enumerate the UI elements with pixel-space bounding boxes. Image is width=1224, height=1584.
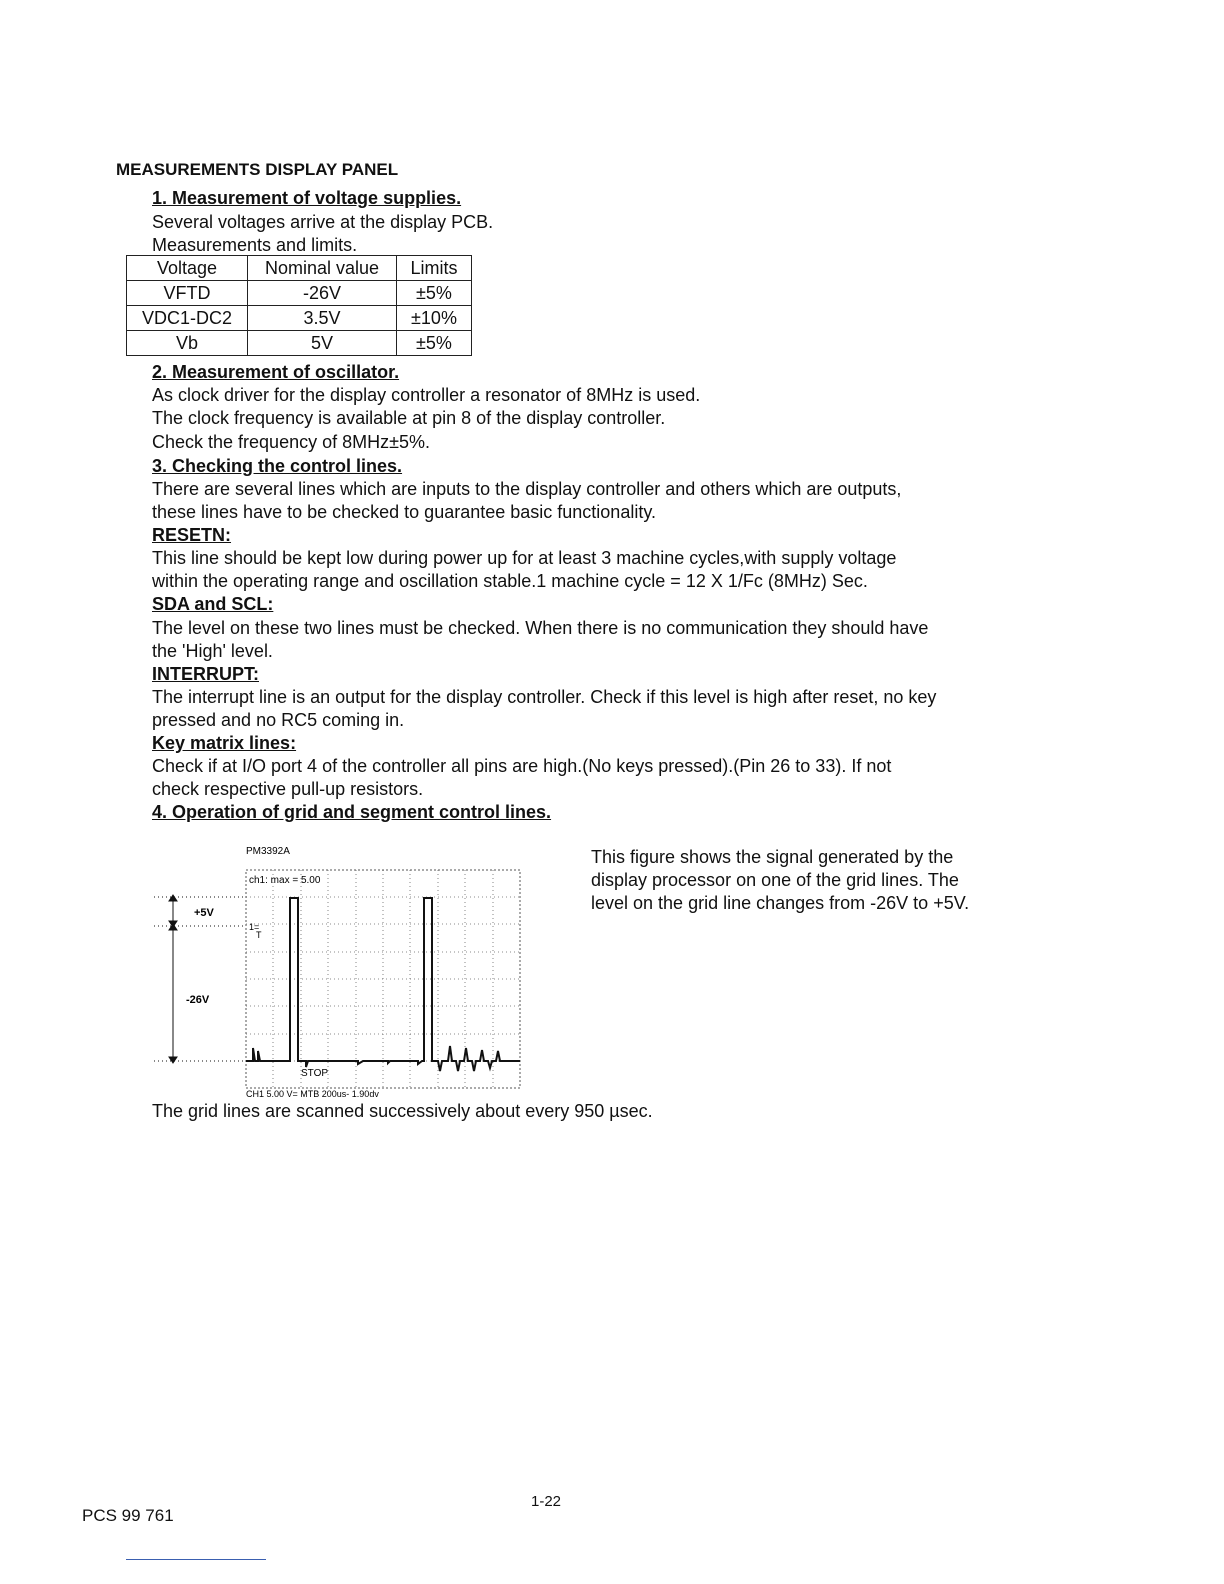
table-row bbox=[127, 331, 472, 356]
table-cell: 3.5V bbox=[248, 306, 397, 331]
scope-model-label: PM3392A bbox=[246, 846, 290, 857]
section-3-line: There are several lines which are inputs to the display controller and others which are outputs, bbox=[152, 479, 902, 499]
oscilloscope-figure bbox=[118, 838, 538, 1100]
column-header: Voltage bbox=[127, 256, 248, 281]
limits-table bbox=[126, 255, 472, 356]
table-cell: VDC1-DC2 bbox=[127, 306, 248, 331]
column-header: Nominal value bbox=[248, 256, 397, 281]
scope-top-label: ch1: max = 5.00 bbox=[249, 875, 321, 886]
table-cell: Vb bbox=[127, 331, 248, 356]
figure-caption-line: This figure shows the signal generated by the bbox=[591, 847, 954, 867]
plus-5v-label: +5V bbox=[194, 907, 214, 919]
scope-grid-lines bbox=[246, 870, 520, 1088]
table-cell: ±10% bbox=[397, 306, 472, 331]
table-cell: 5V bbox=[248, 331, 397, 356]
interrupt-line: pressed and no RC5 coming in. bbox=[152, 710, 405, 730]
scope-bottom-label: CH1 5.00 V= MTB 200us- 1.90dv bbox=[246, 1089, 379, 1099]
resetn-heading: RESETN: bbox=[152, 525, 232, 545]
figure-caption-line: display processor on one of the grid lines. The bbox=[591, 870, 959, 890]
section-4-heading: 4. Operation of grid and segment control lines. bbox=[152, 802, 552, 822]
section-2-line: As clock driver for the display controller a resonator of 8MHz is used. bbox=[152, 385, 701, 405]
key-matrix-line: check respective pull-up resistors. bbox=[152, 779, 424, 799]
column-header: Limits bbox=[397, 256, 472, 281]
footer-rule bbox=[126, 1559, 266, 1560]
voltage-markers bbox=[154, 895, 246, 1063]
figure-caption-line: level on the grid line changes from -26V to +5V. bbox=[591, 893, 970, 913]
table-row bbox=[127, 306, 472, 331]
table-cell: -26V bbox=[248, 281, 397, 306]
sda-line: the 'High' level. bbox=[152, 641, 273, 661]
resetn-line: within the operating range and oscillation stable.1 machine cycle = 12 X 1/Fc (8MHz) Sec. bbox=[152, 571, 868, 591]
table-row bbox=[127, 281, 472, 306]
section-3-heading: 3. Checking the control lines. bbox=[152, 456, 403, 476]
page-number: 1-22 bbox=[531, 1493, 562, 1510]
interrupt-heading: INTERRUPT: bbox=[152, 664, 259, 684]
minus-26v-label: -26V bbox=[186, 994, 210, 1006]
section-3-line: these lines have to be checked to guarantee basic functionality. bbox=[152, 502, 656, 522]
key-matrix-line: Check if at I/O port 4 of the controller all pins are high.(No keys pressed).(Pin 26 to 33). If not bbox=[152, 756, 892, 776]
scope-marker-t: T bbox=[256, 930, 262, 940]
section-1-line: Several voltages arrive at the display PCB. bbox=[152, 212, 494, 232]
sda-heading: SDA and SCL: bbox=[152, 594, 274, 614]
section-1-line: Measurements and limits. bbox=[152, 235, 358, 255]
section-2-heading: 2. Measurement of oscillator. bbox=[152, 362, 400, 382]
section-1-heading: 1. Measurement of voltage supplies. bbox=[152, 188, 462, 208]
resetn-line: This line should be kept low during power up for at least 3 machine cycles,with supply voltage bbox=[152, 548, 897, 568]
scope-marker-1: 1= bbox=[249, 922, 260, 932]
section-2-line: The clock frequency is available at pin 8 of the display controller. bbox=[152, 408, 666, 428]
scan-note: The grid lines are scanned successively about every 950 µsec. bbox=[152, 1101, 653, 1121]
table-cell: ±5% bbox=[397, 331, 472, 356]
sda-line: The level on these two lines must be checked. When there is no communication they should have bbox=[152, 618, 929, 638]
table-header-row bbox=[127, 256, 472, 281]
key-matrix-heading: Key matrix lines: bbox=[152, 733, 297, 753]
interrupt-line: The interrupt line is an output for the display controller. Check if this level is high after reset, no key bbox=[152, 687, 937, 707]
table-cell: ±5% bbox=[397, 281, 472, 306]
page-title: MEASUREMENTS DISPLAY PANEL bbox=[116, 160, 399, 179]
scope-stop-label: STOP bbox=[301, 1068, 329, 1079]
section-2-line: Check the frequency of 8MHz±5%. bbox=[152, 432, 431, 452]
document-number: PCS 99 761 bbox=[82, 1506, 174, 1525]
table-cell: VFTD bbox=[127, 281, 248, 306]
